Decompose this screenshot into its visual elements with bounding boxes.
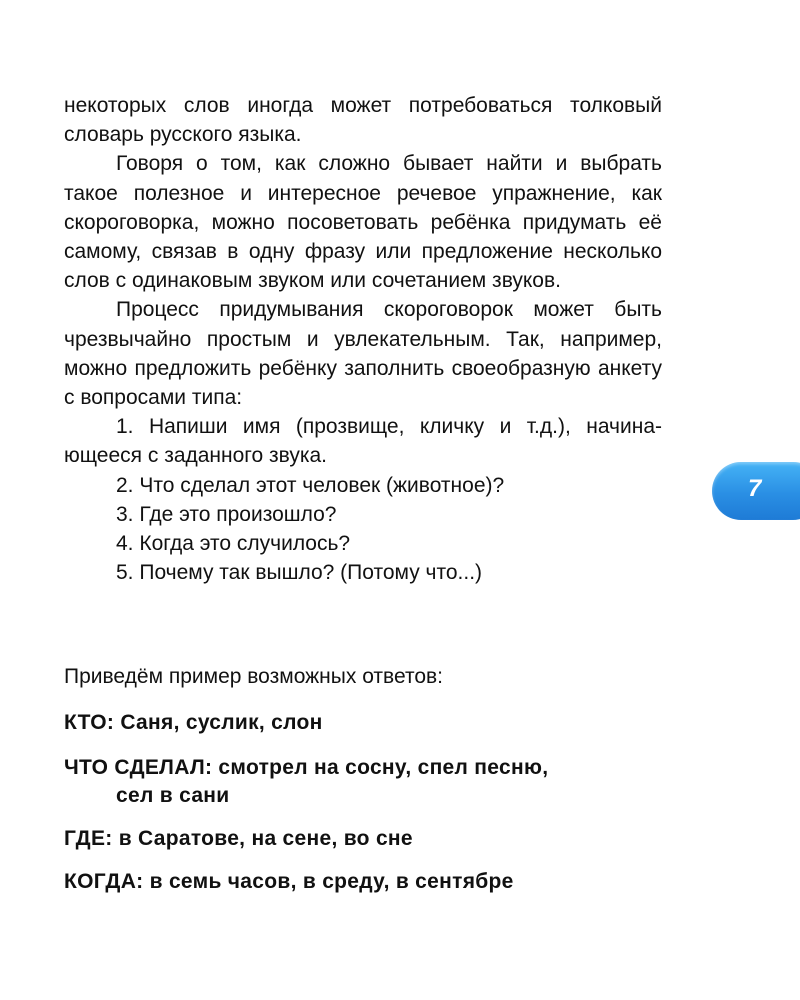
page-number: 7	[748, 475, 762, 502]
answer-what-value-cont: сел в сани	[116, 784, 230, 807]
answer-when	[64, 868, 624, 896]
answer-when-value: в семь часов, в среду, в сентябре	[149, 870, 514, 893]
question-item-5: 5. Почему так вышло? (Потому что...)	[116, 561, 483, 585]
page-number-tab	[712, 462, 800, 520]
answer-where	[64, 825, 624, 853]
answer-who-label: КТО:	[64, 711, 115, 734]
answer-what-label: ЧТО СДЕЛАЛ:	[64, 756, 213, 779]
answer-when-label: КОГДА:	[64, 870, 144, 893]
paragraph-continuation: некоторых слов иногда может потребоваться толковый словарь русского языка.	[64, 94, 662, 147]
paragraph-process: Процесс придумывания скороговорок может быть чрезвычайно простым и увлекательным. Так, например, можно предложить ребёнку заполнить своеобразную анкету с вопросами типа:	[64, 298, 662, 410]
answer-where-label: ГДЕ:	[64, 827, 113, 850]
question-item-4: 4. Когда это случилось?	[116, 532, 351, 556]
answer-what	[64, 754, 624, 810]
question-item-1: 1. Напиши имя (прозвище, кличку и т.д.), начина-ющееся с заданного звука.	[64, 415, 662, 468]
answer-where-value: в Саратове, на сене, во сне	[118, 827, 413, 850]
examples-intro: Приведём пример возможных ответов:	[64, 665, 443, 688]
question-item-2: 2. Что сделал этот человек (животное)?	[116, 473, 505, 497]
answer-who	[64, 709, 624, 737]
answer-what-value: смотрел на сосну, спел песню,	[218, 756, 549, 779]
paragraph-tongue-twister-advice: Говоря о том, как сложно бывает найти и выбрать такое полезное и интересное речевое упражнение, как скороговорка, можно посоветовать ребёнка придумать её самому, связав в одну фразу или предложение несколько слов с одинаковым звуком или сочетанием звуков.	[64, 152, 662, 293]
question-item-3: 3. Где это произошло?	[116, 502, 337, 526]
main-text-block	[64, 91, 662, 587]
answer-who-value: Саня, суслик, слон	[120, 711, 323, 734]
